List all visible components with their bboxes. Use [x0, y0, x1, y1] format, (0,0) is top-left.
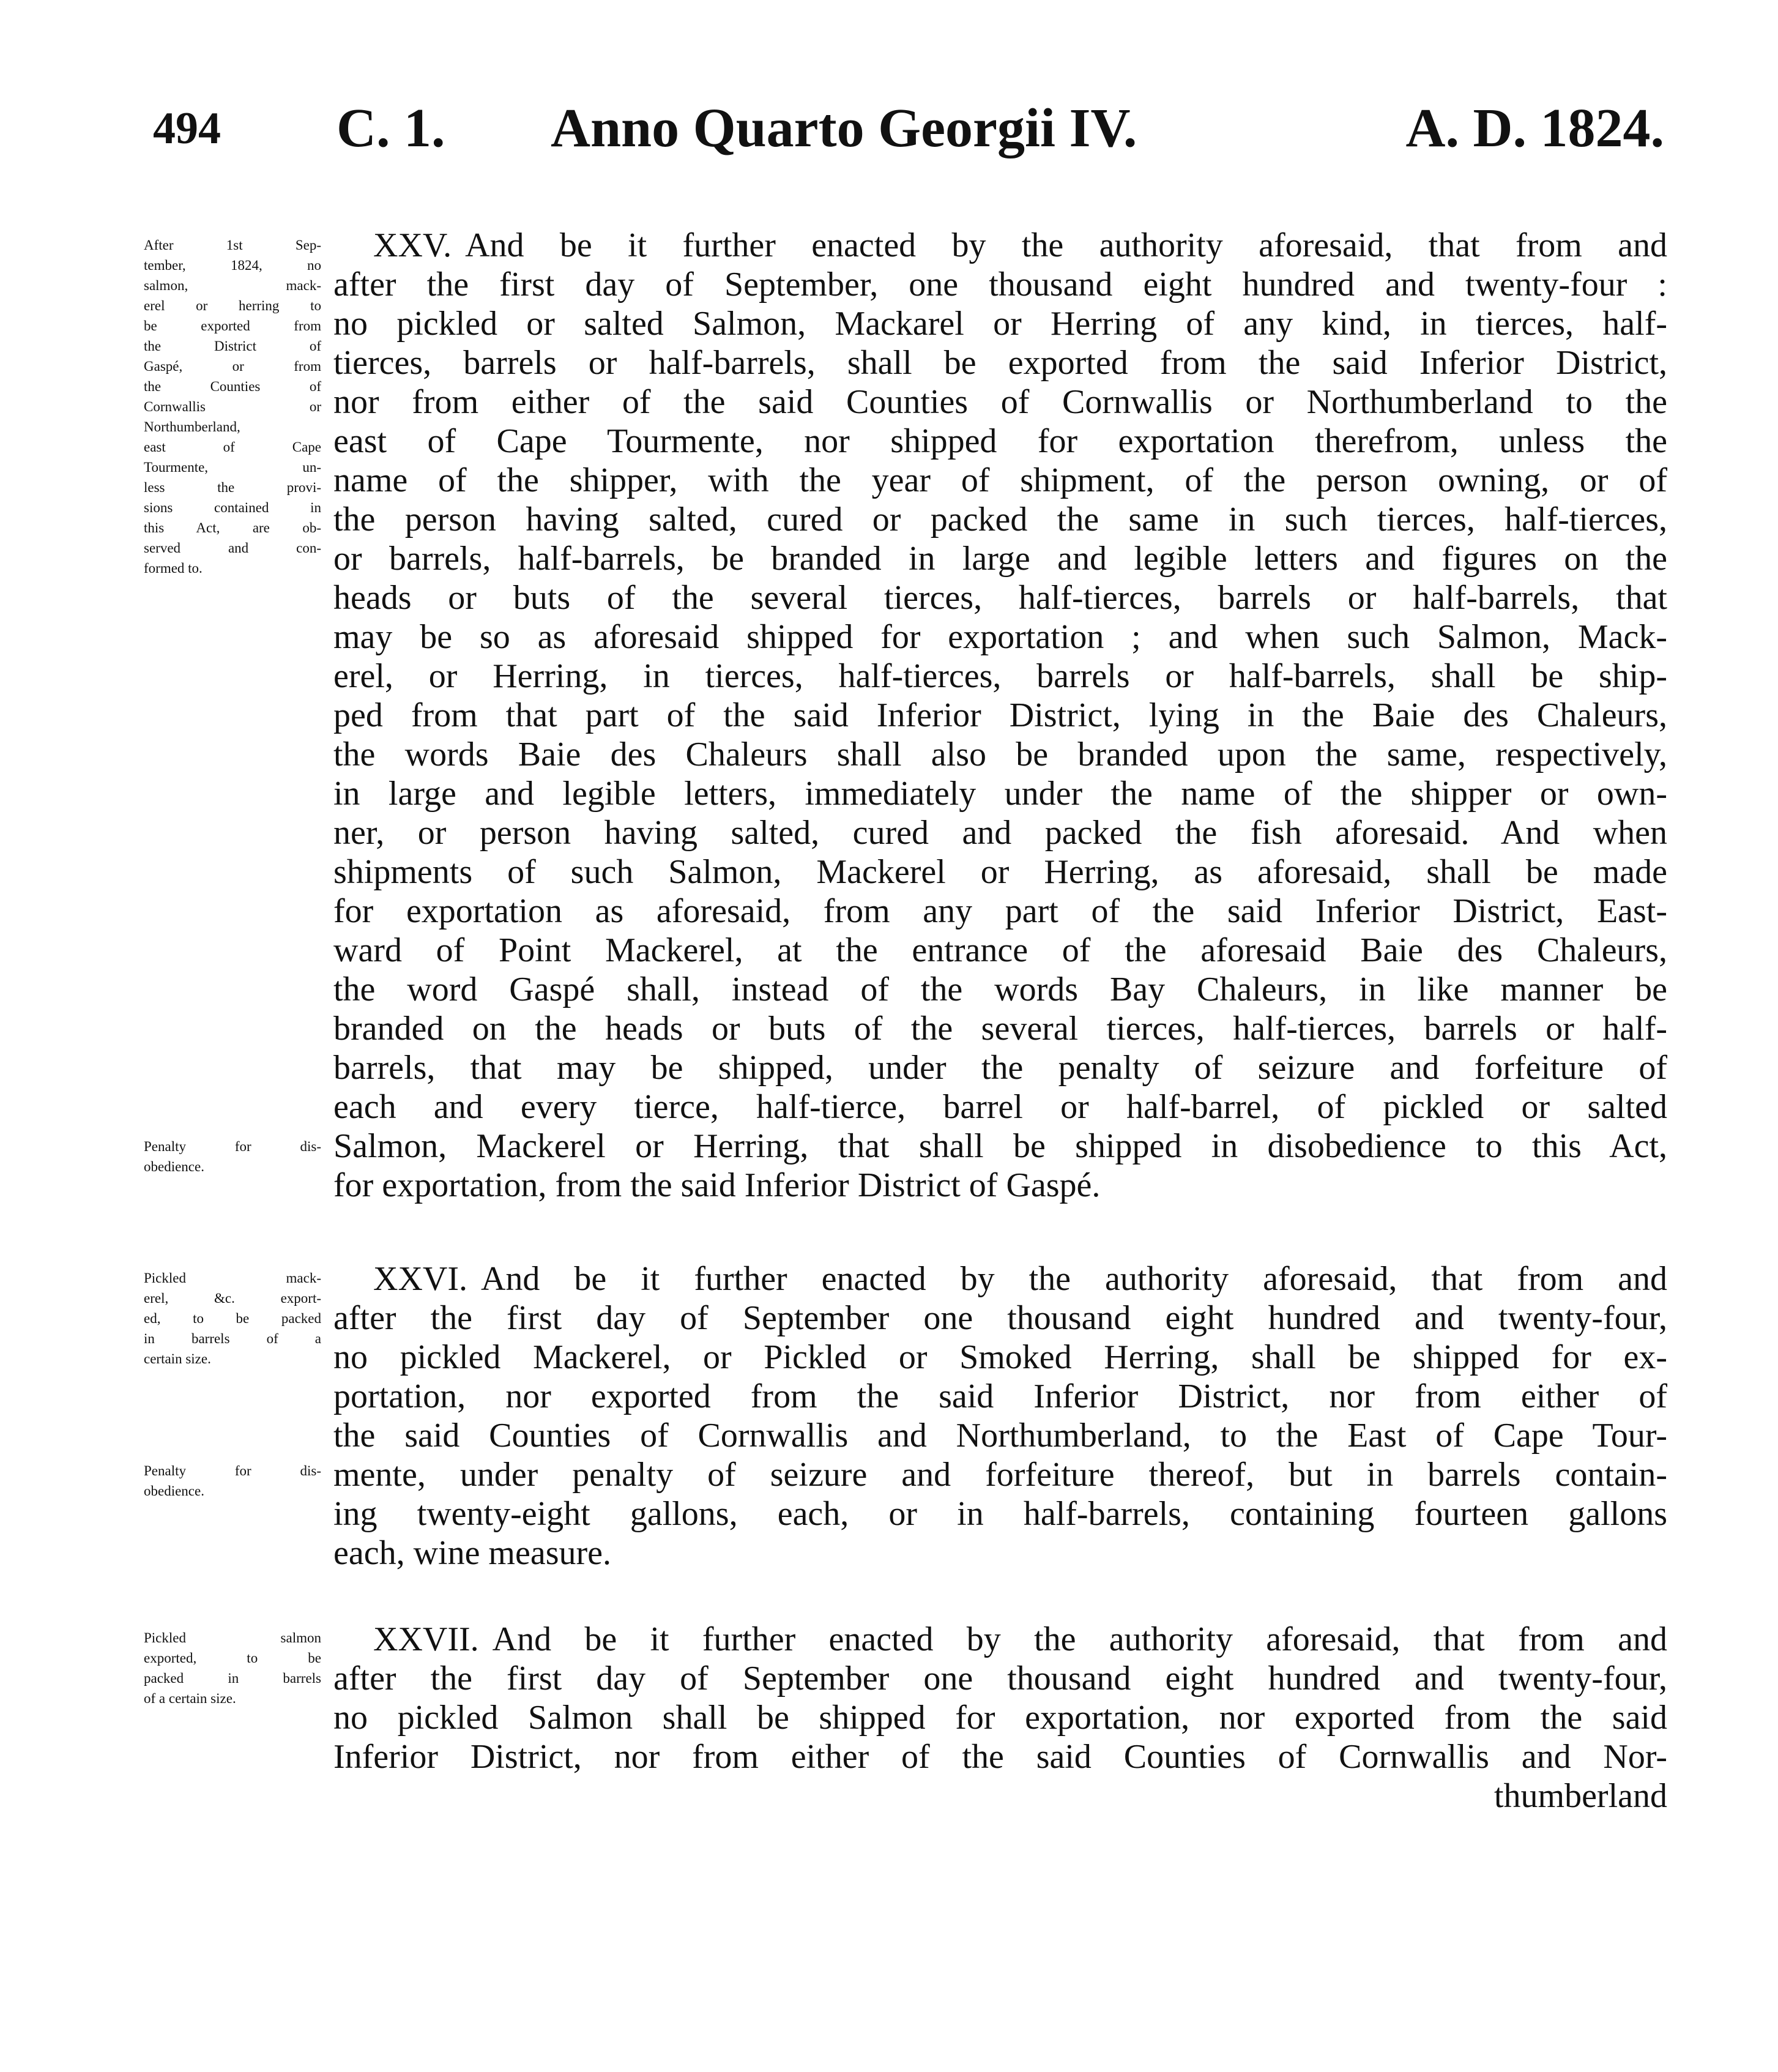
body-line: the said Counties of Cornwallis and Northumberland, to the East of Cape Tour- — [333, 1417, 1667, 1455]
body-line: tierces, barrels or half-barrels, shall be exported from the said Inferior District, — [333, 344, 1667, 382]
body-line: east of Cape Tourmente, nor shipped for exportation therefrom, unless the — [333, 422, 1667, 460]
body-line: name of the shipper, with the year of shipment, of the person owning, or of — [333, 461, 1667, 499]
catchword: thumberland — [1493, 1777, 1667, 1815]
body-line: each, wine measure. — [333, 1534, 611, 1572]
year-label: A. D. 1824. — [1405, 98, 1664, 158]
body-line: after the first day of September, one thousand eight hundred and twenty-four : — [333, 266, 1667, 304]
body-line: barrels, that may be shipped, under the penalty of seizure and forfeiture of — [333, 1049, 1667, 1087]
body-line: no pickled Mackerel, or Pickled or Smoked Herring, shall be shipped for ex- — [333, 1338, 1667, 1376]
body-line: after the first day of September one thousand eight hundred and twenty-four, — [333, 1660, 1667, 1697]
body-line: XXVI. And be it further enacted by the authority aforesaid, that from and — [373, 1260, 1667, 1298]
margin-note-pickled-salmon: Pickled salmon exported, to be packed in barrels of a certain size. — [144, 1630, 321, 1706]
body-line: nor from either of the said Counties of Cornwallis or Northumberland to the — [333, 383, 1667, 421]
body-line: XXVII. And be it further enacted by the authority aforesaid, that from and — [373, 1620, 1667, 1658]
margin-note-after-september: After 1st Sep- tember, 1824, no salmon, mack- erel or herring to be exported from the District of Gaspé, or from the Counties of Cornwallis or Northumberland, east of Cape Tourmente, un- less the provi- sions contained in this Act, are ob- served and con- formed to. — [144, 237, 321, 576]
chapter-label: C. 1. — [337, 98, 445, 158]
margin-note-penalty: Penalty for dis- obedience. — [144, 1463, 321, 1499]
body-line: portation, nor exported from the said Inferior District, nor from either of — [333, 1377, 1667, 1415]
page-title: Anno Quarto Georgii IV. — [551, 98, 1137, 158]
body-line: after the first day of September one thousand eight hundred and twenty-four, — [333, 1299, 1667, 1337]
body-line: the words Baie des Chaleurs shall also be branded upon the same, respectively, — [333, 736, 1667, 773]
margin-note-penalty: Penalty for dis- obedience. — [144, 1139, 321, 1174]
body-line: ing twenty-eight gallons, each, or in half-barrels, containing fourteen gallons — [333, 1495, 1667, 1533]
body-line: ner, or person having salted, cured and packed the fish aforesaid. And when — [333, 814, 1667, 852]
body-line: no pickled Salmon shall be shipped for exportation, nor exported from the said — [333, 1699, 1667, 1737]
body-line: heads or buts of the several tierces, half-tierces, barrels or half-barrels, that — [333, 579, 1667, 617]
body-line: erel, or Herring, in tierces, half-tierces, barrels or half-barrels, shall be ship- — [333, 657, 1667, 695]
body-line: XXV. And be it further enacted by the authority aforesaid, that from and — [373, 226, 1667, 264]
body-line: for exportation as aforesaid, from any part of the said Inferior District, East- — [333, 892, 1667, 930]
body-line: ped from that part of the said Inferior District, lying in the Baie des Chaleurs, — [333, 696, 1667, 734]
section-number: XXVII. — [373, 1620, 479, 1658]
body-line: or barrels, half-barrels, be branded in large and legible letters and figures on the — [333, 540, 1667, 578]
body-line: ward of Point Mackerel, at the entrance of the aforesaid Baie des Chaleurs, — [333, 931, 1667, 969]
margin-note-pickled-mackerel: Pickled mack- erel, &c. export- ed, to be packed in barrels of a certain size. — [144, 1270, 321, 1366]
body-line: shipments of such Salmon, Mackerel or Herring, as aforesaid, shall be made — [333, 853, 1667, 891]
body-line: the person having salted, cured or packed the same in such tierces, half-tierces, — [333, 501, 1667, 538]
body-line: may be so as aforesaid shipped for exportation ; and when such Salmon, Mack- — [333, 618, 1667, 656]
section-number: XXV. — [373, 226, 452, 264]
body-line: for exportation, from the said Inferior District of Gaspé. — [333, 1166, 1101, 1204]
body-line: Salmon, Mackerel or Herring, that shall be shipped in disobedience to this Act, — [333, 1127, 1667, 1165]
section-number: XXVI. — [373, 1260, 467, 1298]
page-number: 494 — [153, 103, 221, 154]
body-line: in large and legible letters, immediately under the name of the shipper or own- — [333, 775, 1667, 813]
body-line: the word Gaspé shall, instead of the words Bay Chaleurs, in like manner be — [333, 971, 1667, 1008]
body-line: Inferior District, nor from either of the said Counties of Cornwallis and Nor- — [333, 1738, 1667, 1776]
running-header — [153, 92, 1664, 165]
body-line: no pickled or salted Salmon, Mackarel or Herring of any kind, in tierces, half- — [333, 305, 1667, 343]
body-line: branded on the heads or buts of the several tierces, half-tierces, barrels or half- — [333, 1010, 1667, 1048]
body-line: each and every tierce, half-tierce, barrel or half-barrel, of pickled or salted — [333, 1088, 1667, 1126]
body-line: mente, under penalty of seizure and forfeiture thereof, but in barrels contain- — [333, 1456, 1667, 1494]
